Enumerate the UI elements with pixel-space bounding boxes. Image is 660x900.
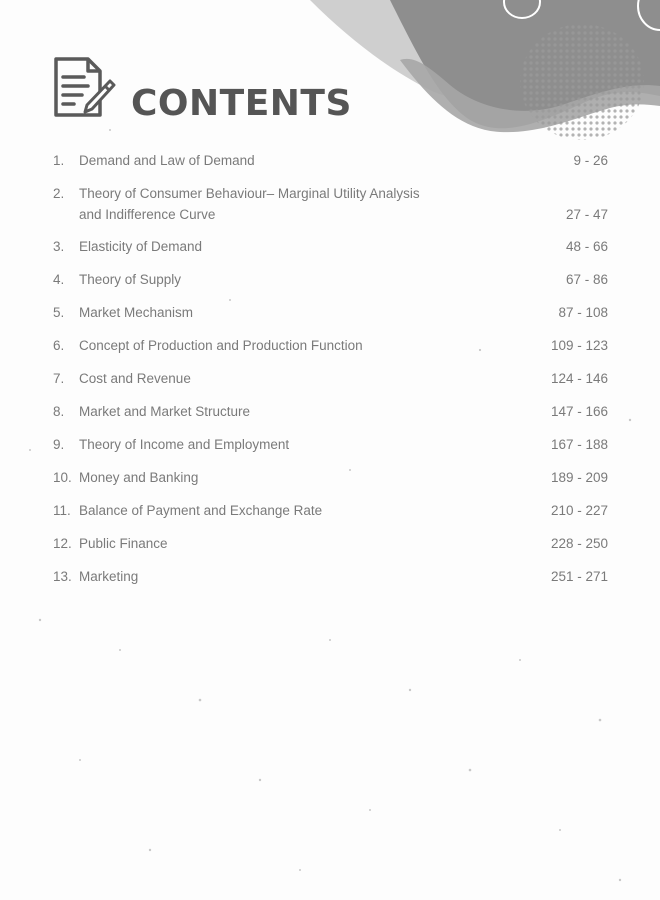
toc-entry-title xyxy=(79,401,499,422)
toc-entry xyxy=(53,566,608,587)
toc-entry-title xyxy=(79,183,499,225)
toc-entry-pages: 27 - 47 xyxy=(565,207,608,222)
toc-entry-title xyxy=(79,269,499,290)
toc-entry-pages: 210 - 227 xyxy=(550,503,608,518)
page-title: CONTENTS xyxy=(131,83,352,124)
toc-entry-pages: 48 - 66 xyxy=(565,239,608,254)
toc-entry xyxy=(53,467,608,488)
toc-entry xyxy=(53,269,608,290)
toc-entry-number: 2. xyxy=(53,186,65,201)
toc-entry-title xyxy=(79,533,499,554)
toc-entry xyxy=(53,150,608,171)
toc-entry xyxy=(53,236,608,257)
toc-entry-title-line: and Indifference Curve xyxy=(79,207,216,222)
toc-entry-title-line: Market Mechanism xyxy=(79,305,194,320)
toc-entry-number: 11. xyxy=(53,503,71,518)
toc-entry-title xyxy=(79,335,499,356)
toc-entry xyxy=(53,335,608,356)
toc-entry-title-line: Theory of Supply xyxy=(79,272,182,287)
toc-entry-title xyxy=(79,236,499,257)
toc-entry-title xyxy=(79,368,499,389)
toc-entry-pages: 9 - 26 xyxy=(573,153,608,168)
toc-entry-title xyxy=(79,434,499,455)
toc-entry-title-line: Elasticity of Demand xyxy=(79,239,203,254)
toc-entry xyxy=(53,500,608,521)
toc-entry-number: 7. xyxy=(53,371,65,386)
toc-entry-pages: 124 - 146 xyxy=(550,371,608,386)
toc-entry xyxy=(53,368,608,389)
toc-entry-title-line: Demand and Law of Demand xyxy=(79,153,255,168)
toc-entry-number: 5. xyxy=(53,305,65,320)
toc-entry-title xyxy=(79,302,499,323)
toc-entry-title-line: Public Finance xyxy=(79,536,168,551)
toc-entry-number: 12. xyxy=(53,536,72,551)
toc-entry-number: 13. xyxy=(53,569,72,584)
toc-entry-number: 10. xyxy=(53,470,72,485)
toc-entry-title xyxy=(79,467,499,488)
toc-entry-pages: 147 - 166 xyxy=(550,404,608,419)
toc-entry xyxy=(53,183,608,225)
toc-entry-title-line: Marketing xyxy=(79,569,139,584)
toc-entry-title-line: Balance of Payment and Exchange Rate xyxy=(79,503,323,518)
toc-entry-pages: 251 - 271 xyxy=(550,569,608,584)
toc-entry xyxy=(53,434,608,455)
toc-entry-pages: 189 - 209 xyxy=(550,470,608,485)
toc-entry-number: 4. xyxy=(53,272,65,287)
toc-entry xyxy=(53,401,608,422)
toc-entry-title-line: Theory of Consumer Behaviour– Marginal Utility Analysis xyxy=(79,186,420,201)
toc-entry-pages: 167 - 188 xyxy=(550,437,608,452)
toc-entry-title-line: Theory of Income and Employment xyxy=(79,437,290,452)
toc-entry-number: 1. xyxy=(53,153,65,168)
toc-entry xyxy=(53,533,608,554)
toc-entry-title xyxy=(79,566,499,587)
toc-entry-number: 3. xyxy=(53,239,65,254)
toc-entry-title-line: Concept of Production and Production Function xyxy=(79,338,363,353)
toc-entry-number: 8. xyxy=(53,404,65,419)
toc-entry-pages: 228 - 250 xyxy=(550,536,608,551)
toc-entry-title xyxy=(79,500,499,521)
toc-entry-pages: 67 - 86 xyxy=(565,272,608,287)
toc-entry-number: 9. xyxy=(53,437,65,452)
toc-entry-title-line: Market and Market Structure xyxy=(79,404,251,419)
toc-entry-title-line: Money and Banking xyxy=(79,470,199,485)
toc-entry-number: 6. xyxy=(53,338,65,353)
toc-entry-title xyxy=(79,150,499,171)
toc-entry xyxy=(53,302,608,323)
toc-entry-pages: 109 - 123 xyxy=(550,338,608,353)
toc-entry-title-line: Cost and Revenue xyxy=(79,371,191,386)
toc-entry-pages: 87 - 108 xyxy=(558,305,608,320)
